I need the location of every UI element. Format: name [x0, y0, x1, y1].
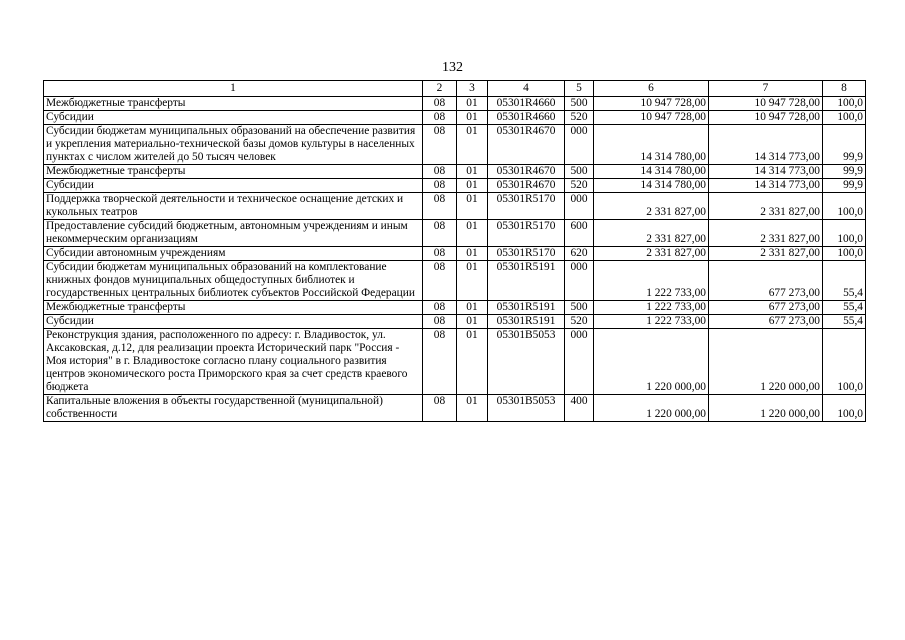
subsection-code-cell: 01 [457, 395, 488, 422]
execution-percent-cell: 100,0 [823, 111, 866, 125]
table-row [44, 301, 866, 315]
table-row [44, 97, 866, 111]
subsection-code-cell: 01 [457, 125, 488, 165]
executed-amount-cell: 10 947 728,00 [709, 97, 823, 111]
executed-amount-cell: 677 273,00 [709, 301, 823, 315]
section-code-cell: 08 [423, 193, 457, 220]
executed-amount-cell: 10 947 728,00 [709, 111, 823, 125]
table-row [44, 315, 866, 329]
row-name-cell: Субсидии [44, 315, 423, 329]
target-article-cell: 05301R5170 [488, 247, 565, 261]
section-code-cell: 08 [423, 165, 457, 179]
section-code-cell: 08 [423, 179, 457, 193]
row-name-cell: Поддержка творческой деятельности и техническое оснащение детских и кукольных театров [44, 193, 423, 220]
expense-type-cell: 520 [565, 315, 594, 329]
target-article-cell: 05301R4670 [488, 179, 565, 193]
budget-table [43, 80, 866, 422]
planned-amount-cell: 1 222 733,00 [594, 301, 709, 315]
execution-percent-cell: 100,0 [823, 329, 866, 395]
header-cell-7: 7 [709, 81, 823, 97]
subsection-code-cell: 01 [457, 315, 488, 329]
planned-amount-cell: 2 331 827,00 [594, 193, 709, 220]
planned-amount-cell: 10 947 728,00 [594, 111, 709, 125]
executed-amount-cell: 1 220 000,00 [709, 329, 823, 395]
executed-amount-cell: 2 331 827,00 [709, 220, 823, 247]
section-code-cell: 08 [423, 261, 457, 301]
expense-type-cell: 000 [565, 193, 594, 220]
planned-amount-cell: 1 220 000,00 [594, 395, 709, 422]
table-row [44, 247, 866, 261]
row-name-cell: Субсидии [44, 111, 423, 125]
table-row [44, 329, 866, 395]
header-row [44, 81, 866, 97]
planned-amount-cell: 1 222 733,00 [594, 315, 709, 329]
subsection-code-cell: 01 [457, 165, 488, 179]
row-name-cell: Межбюджетные трансферты [44, 165, 423, 179]
planned-amount-cell: 14 314 780,00 [594, 125, 709, 165]
expense-type-cell: 520 [565, 179, 594, 193]
execution-percent-cell: 55,4 [823, 315, 866, 329]
executed-amount-cell: 677 273,00 [709, 315, 823, 329]
subsection-code-cell: 01 [457, 179, 488, 193]
expense-type-cell: 500 [565, 97, 594, 111]
expense-type-cell: 500 [565, 165, 594, 179]
expense-type-cell: 600 [565, 220, 594, 247]
row-name-cell: Реконструкция здания, расположенного по адресу: г. Владивосток, ул. Аксаковская, д.12, для реализации проекта Исторический парк "Россия - Моя история" в г. Владивостоке согласно плану социального развития центров экономического роста Приморского края за счет средств краевого бюджета [44, 329, 423, 395]
header-cell-5: 5 [565, 81, 594, 97]
planned-amount-cell: 1 220 000,00 [594, 329, 709, 395]
target-article-cell: 05301R4660 [488, 111, 565, 125]
row-name-cell: Субсидии автономным учреждениям [44, 247, 423, 261]
header-cell-1: 1 [44, 81, 423, 97]
table-row [44, 261, 866, 301]
section-code-cell: 08 [423, 329, 457, 395]
header-cell-8: 8 [823, 81, 866, 97]
executed-amount-cell: 14 314 773,00 [709, 125, 823, 165]
target-article-cell: 05301B5053 [488, 329, 565, 395]
execution-percent-cell: 99,9 [823, 179, 866, 193]
execution-percent-cell: 99,9 [823, 125, 866, 165]
table-row [44, 165, 866, 179]
executed-amount-cell: 2 331 827,00 [709, 193, 823, 220]
target-article-cell: 05301R5170 [488, 220, 565, 247]
subsection-code-cell: 01 [457, 193, 488, 220]
target-article-cell: 05301R5191 [488, 261, 565, 301]
target-article-cell: 05301R5191 [488, 301, 565, 315]
section-code-cell: 08 [423, 395, 457, 422]
section-code-cell: 08 [423, 111, 457, 125]
header-cell-6: 6 [594, 81, 709, 97]
execution-percent-cell: 100,0 [823, 193, 866, 220]
row-name-cell: Субсидии [44, 179, 423, 193]
executed-amount-cell: 14 314 773,00 [709, 165, 823, 179]
target-article-cell: 05301B5053 [488, 395, 565, 422]
row-name-cell: Субсидии бюджетам муниципальных образований на комплектование книжных фондов муниципальных общедоступных библиотек и государственных центральных библиотек субъектов Российской Федерации [44, 261, 423, 301]
subsection-code-cell: 01 [457, 220, 488, 247]
target-article-cell: 05301R4660 [488, 97, 565, 111]
planned-amount-cell: 1 222 733,00 [594, 261, 709, 301]
execution-percent-cell: 55,4 [823, 261, 866, 301]
table-row [44, 179, 866, 193]
expense-type-cell: 620 [565, 247, 594, 261]
row-name-cell: Предоставление субсидий бюджетным, автономным учреждениям и иным некоммерческим организациям [44, 220, 423, 247]
planned-amount-cell: 2 331 827,00 [594, 247, 709, 261]
target-article-cell: 05301R5191 [488, 315, 565, 329]
target-article-cell: 05301R4670 [488, 165, 565, 179]
table-row [44, 193, 866, 220]
table-row [44, 125, 866, 165]
planned-amount-cell: 2 331 827,00 [594, 220, 709, 247]
execution-percent-cell: 99,9 [823, 165, 866, 179]
execution-percent-cell: 100,0 [823, 97, 866, 111]
table-row [44, 111, 866, 125]
section-code-cell: 08 [423, 301, 457, 315]
table-row [44, 395, 866, 422]
executed-amount-cell: 1 220 000,00 [709, 395, 823, 422]
section-code-cell: 08 [423, 220, 457, 247]
target-article-cell: 05301R5170 [488, 193, 565, 220]
subsection-code-cell: 01 [457, 247, 488, 261]
planned-amount-cell: 10 947 728,00 [594, 97, 709, 111]
expense-type-cell: 500 [565, 301, 594, 315]
header-cell-3: 3 [457, 81, 488, 97]
table-row [44, 220, 866, 247]
planned-amount-cell: 14 314 780,00 [594, 165, 709, 179]
execution-percent-cell: 100,0 [823, 247, 866, 261]
execution-percent-cell: 100,0 [823, 220, 866, 247]
section-code-cell: 08 [423, 315, 457, 329]
subsection-code-cell: 01 [457, 301, 488, 315]
row-name-cell: Субсидии бюджетам муниципальных образований на обеспечение развития и укрепления материально-технической базы домов культуры в населенных пунктах с числом жителей до 50 тысяч человек [44, 125, 423, 165]
executed-amount-cell: 677 273,00 [709, 261, 823, 301]
target-article-cell: 05301R4670 [488, 125, 565, 165]
expense-type-cell: 000 [565, 261, 594, 301]
execution-percent-cell: 55,4 [823, 301, 866, 315]
row-name-cell: Капитальные вложения в объекты государственной (муниципальной) собственности [44, 395, 423, 422]
header-cell-4: 4 [488, 81, 565, 97]
executed-amount-cell: 14 314 773,00 [709, 179, 823, 193]
expense-type-cell: 400 [565, 395, 594, 422]
subsection-code-cell: 01 [457, 329, 488, 395]
executed-amount-cell: 2 331 827,00 [709, 247, 823, 261]
page-number: 132 [442, 60, 463, 75]
section-code-cell: 08 [423, 97, 457, 111]
section-code-cell: 08 [423, 247, 457, 261]
subsection-code-cell: 01 [457, 97, 488, 111]
subsection-code-cell: 01 [457, 261, 488, 301]
expense-type-cell: 000 [565, 329, 594, 395]
subsection-code-cell: 01 [457, 111, 488, 125]
expense-type-cell: 000 [565, 125, 594, 165]
row-name-cell: Межбюджетные трансферты [44, 97, 423, 111]
planned-amount-cell: 14 314 780,00 [594, 179, 709, 193]
row-name-cell: Межбюджетные трансферты [44, 301, 423, 315]
section-code-cell: 08 [423, 125, 457, 165]
execution-percent-cell: 100,0 [823, 395, 866, 422]
expense-type-cell: 520 [565, 111, 594, 125]
header-cell-2: 2 [423, 81, 457, 97]
